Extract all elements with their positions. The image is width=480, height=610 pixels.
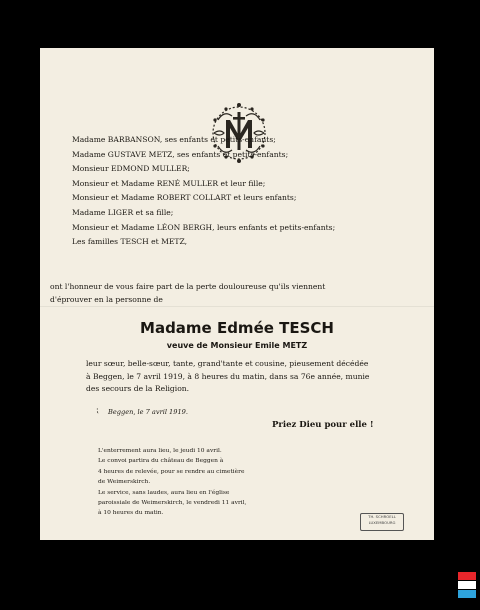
funeral-line: de Weimerskirch. (98, 479, 151, 486)
funeral-line: à 10 heures du matin. (98, 510, 164, 517)
family-line: Monsieur et Madame ROBERT COLLART et leurs enfants; (72, 193, 297, 203)
printer-stamp (360, 513, 404, 531)
stamp-line: LUXEMBOURG (368, 520, 396, 525)
death-line: leur sœur, belle-sœur, tante, grand'tante et cousine, pieusement décédée (86, 359, 369, 368)
family-line: Madame LIGER et sa fille; (72, 207, 174, 217)
funeral-details (98, 446, 278, 519)
widow-of: veuve de Monsieur Emile METZ (166, 341, 308, 350)
funeral-line: 4 heures de relevée, pour se rendre au cimetière (98, 468, 245, 475)
place-date: Beggen, le 7 avril 1919. (108, 408, 188, 416)
death-details (86, 358, 416, 396)
funeral-line: Le convoi partira du château de Beggen à (98, 458, 224, 465)
funeral-line: Le service, sans laudes, aura lieu en l'église (98, 489, 230, 496)
intro-line: ont l'honneur de vous faire part de la perte douloureuse qu'ils viennent (50, 282, 326, 291)
death-line: à Beggen, le 7 avril 1919, à 8 heures du matin, dans sa 76e année, munie (86, 371, 370, 381)
family-line: Les familles TESCH et METZ, (72, 237, 188, 247)
family-line: Monsieur EDMOND MULLER; (72, 164, 190, 174)
family-line: Monsieur et Madame LÉON BERGH, leurs enfants et petits-enfants; (72, 222, 336, 232)
family-line: Madame GUSTAVE METZ, ses enfants et petits-enfants; (72, 149, 289, 159)
announcement-intro (50, 281, 370, 306)
funeral-line: L'enterrement aura lieu, le jeudi 10 avril. (98, 448, 222, 454)
family-line: Monsieur et Madame RENÉ MULLER et leur fille; (72, 178, 266, 188)
cross-mark: ⁏ (96, 405, 99, 414)
stamp-line: TH. SCHROELL (368, 514, 396, 519)
funeral-line: paroissiale de Weimerskirch, le vendredi 11 avril, (98, 500, 247, 507)
family-list (72, 133, 392, 250)
deceased-name: Madame Edmée TESCH (140, 319, 334, 337)
family-line: Madame BARBANSON, ses enfants et petits-enfants; (72, 135, 276, 144)
death-line: des secours de la Religion. (86, 384, 190, 394)
prayer-line: Priez Dieu pour elle ! (272, 420, 374, 430)
fold-line (40, 306, 434, 307)
intro-line: d'éprouver en la personne de (50, 294, 163, 304)
luxembourg-flag-icon (458, 572, 476, 598)
